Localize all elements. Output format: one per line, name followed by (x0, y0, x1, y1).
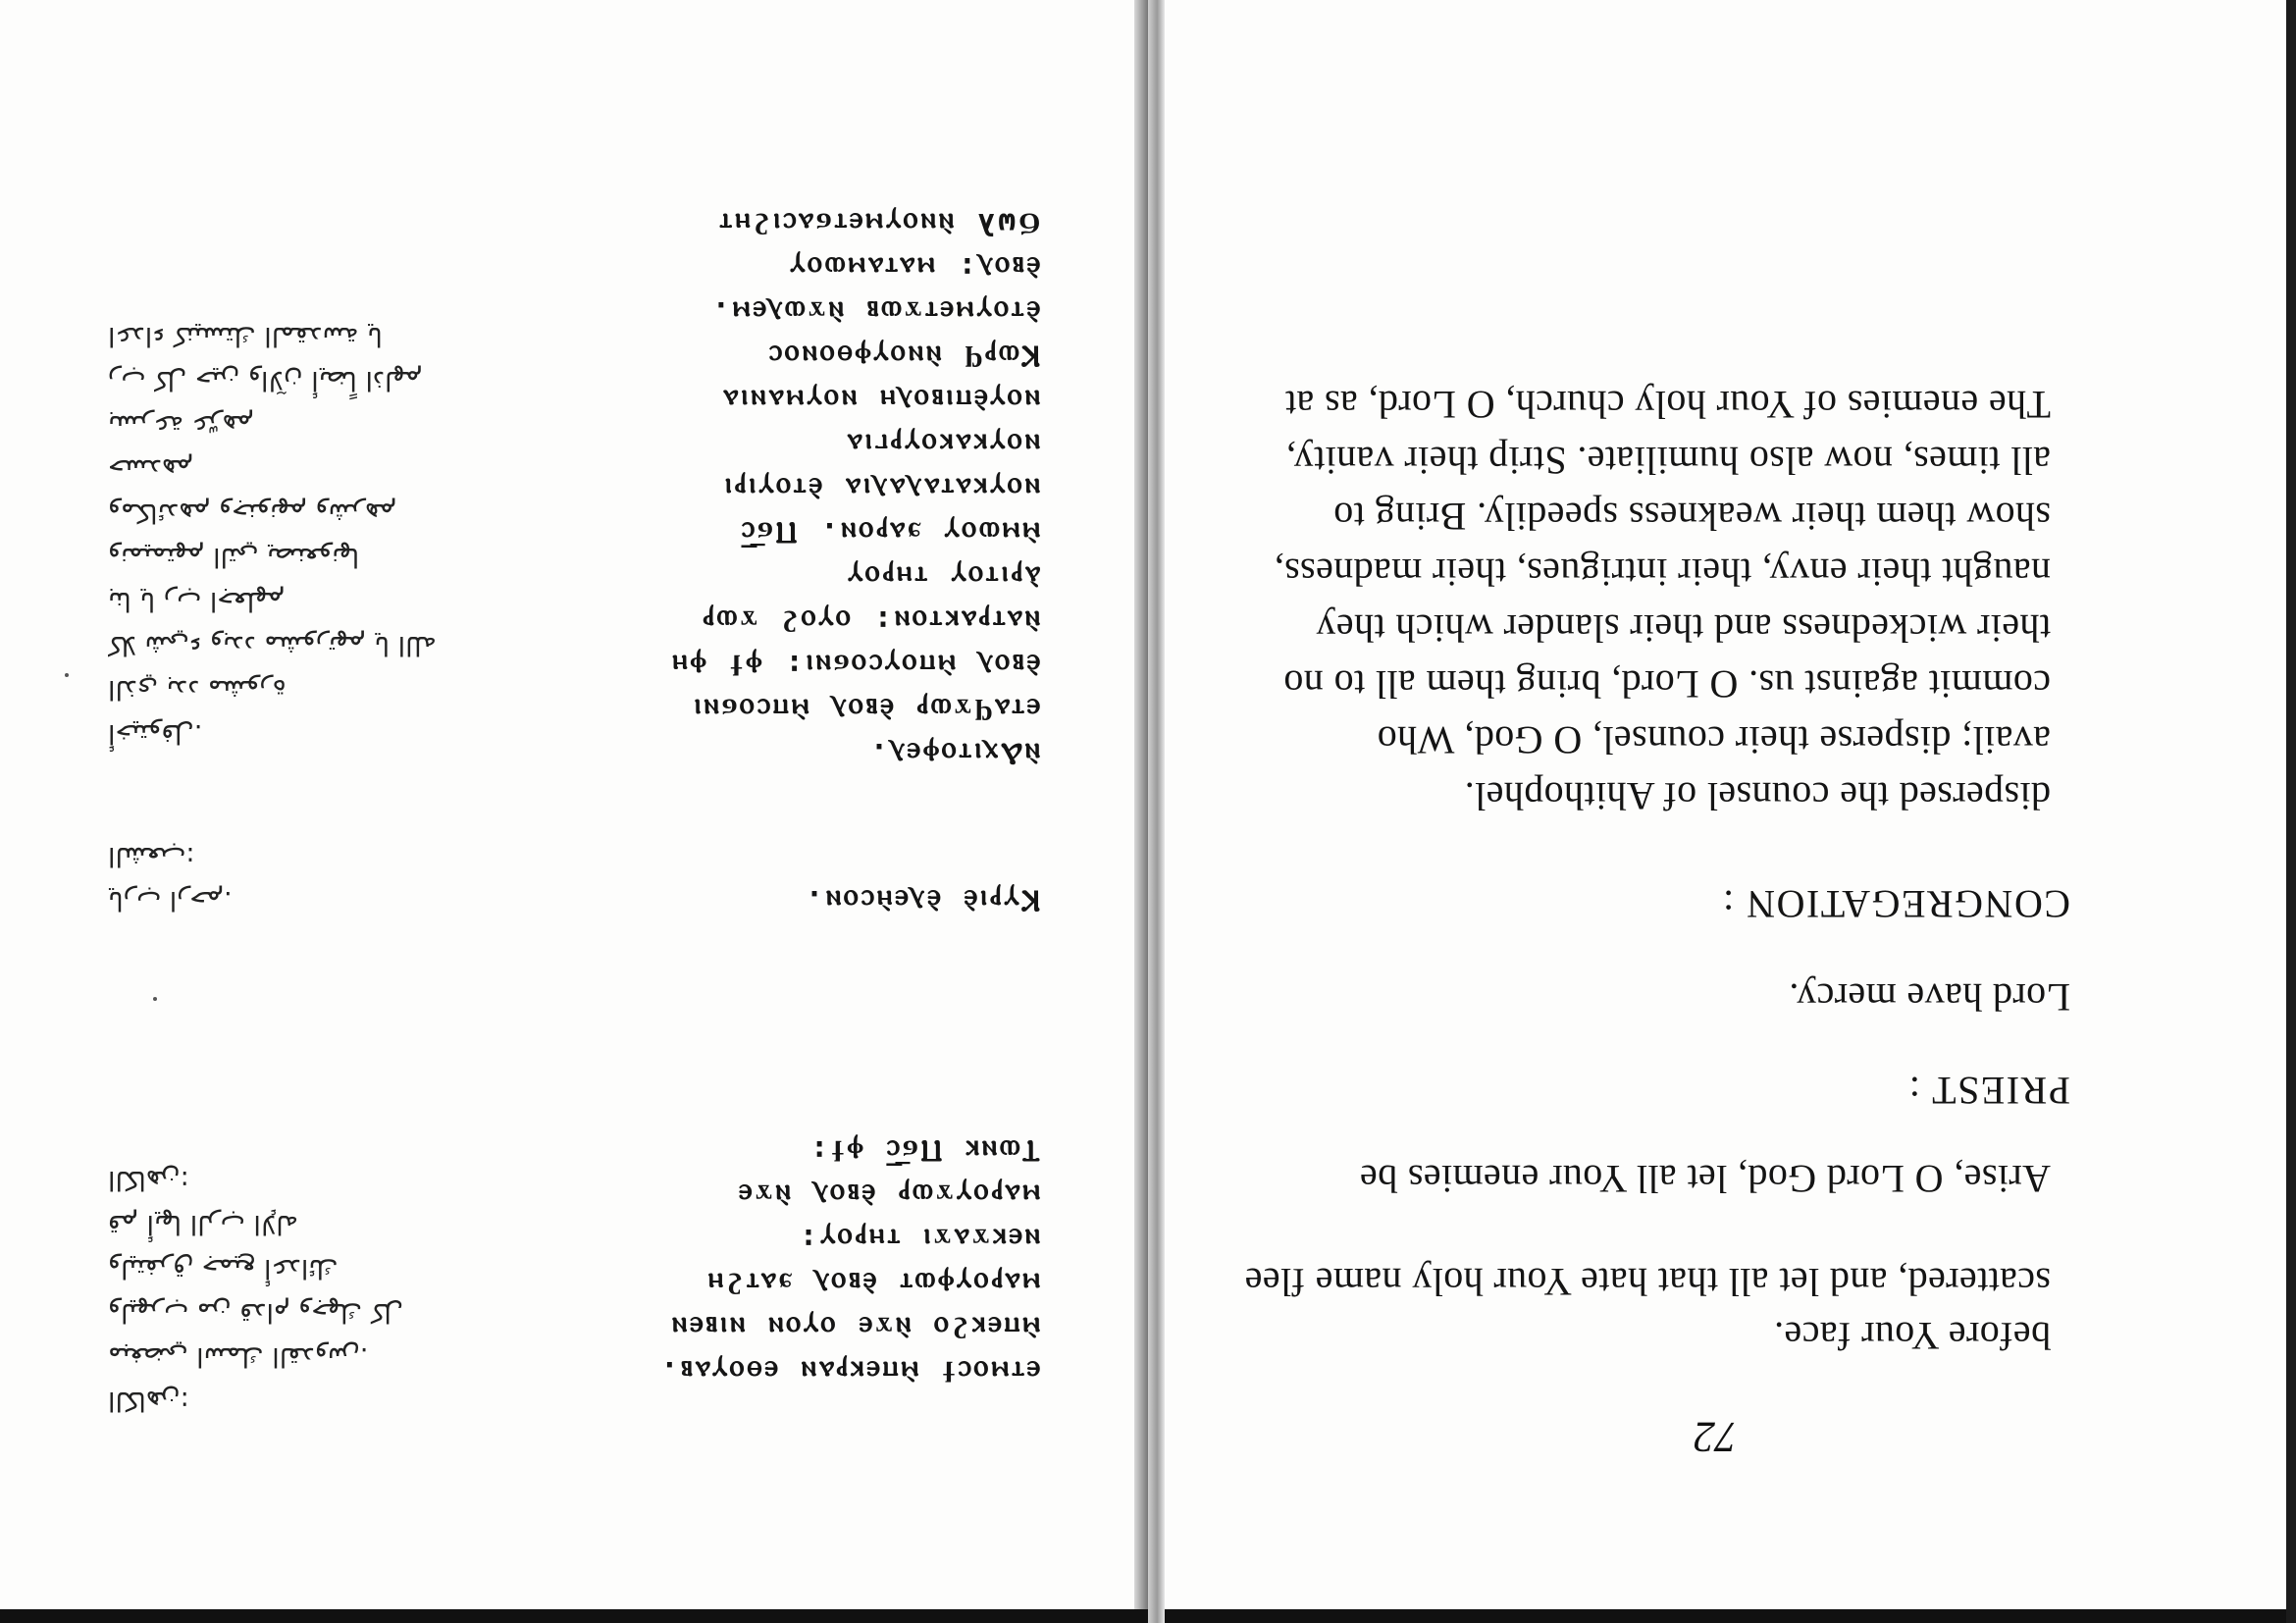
text-line: all times, now also humiliate. Strip their vanity, (1285, 439, 2051, 483)
arabic-response (108, 834, 383, 922)
coptic-line: ⲙⲁⲣⲟⲩⲫⲱⲧ ⲉ̀ⲃⲟⲗ ϧⲁⲧϩⲏ (704, 1266, 1040, 1300)
arabic-line: قم أيها الرب الإله (108, 1209, 298, 1239)
arabic-line: الذي بدد مشورة (108, 674, 287, 705)
text-line: The enemies of Your holy church, O Lord, as at (1284, 383, 2051, 427)
print-speck (65, 673, 69, 677)
text-line: dispersed the counsel of Ahithophel. (1464, 774, 2051, 818)
coptic-line: Ⲕⲩⲣⲓⲉ̀ ⲉ̀ⲗⲉⲏ̀ⲥⲟⲛ. (802, 883, 1040, 917)
arabic-line: كلا شيء وبدد مشورتهم يا الله (108, 630, 437, 660)
arabic-line: حسدهم (108, 453, 194, 484)
coptic-line: Ⲕⲱⲣϥ ⲛ̀ⲛⲟⲩⲫⲑⲟⲛⲟⲥ (766, 339, 1040, 373)
coptic-block-1 (669, 201, 1040, 775)
english-paragraph-2-first (1360, 1151, 2051, 1207)
coptic-line: ⲉⲧⲙⲟⲥϯ ⲙ̀ⲡⲉⲕⲣⲁⲛ ⲉⲑⲟⲩⲁⲃ. (657, 1354, 1040, 1388)
text-line: avail; disperse their counsel, O God, Who (1377, 718, 2051, 762)
coptic-line: ⲉ̀ⲧⲟⲩⲙⲉⲧϫⲱⲃ ⲛ̀ϫⲱⲗⲉⲙ. (708, 294, 1040, 329)
coptic-response (803, 878, 1040, 922)
english-paragraph-2-lines (1244, 1254, 2051, 1310)
english-page (1165, 0, 2286, 1623)
coptic-line: ⲁ̀ⲣⲓⲧⲟⲩ ⲧⲏⲣⲟⲩ (845, 559, 1040, 594)
text-line: Arise, O Lord God, let all Your enemies be (1359, 1157, 2051, 1201)
arabic-line: أخيتوفل. (108, 718, 203, 749)
page-number: 72 (1694, 1413, 1737, 1461)
arabic-line: وليهرب من قدام وجهك كل (108, 1297, 404, 1328)
coptic-line: ⲉ̀ⲃⲟⲗ: ⲙⲁⲧⲁⲙⲱⲟⲩ (787, 250, 1040, 285)
coptic-block-2 (657, 1128, 1040, 1393)
congregation-response: Lord have mercy. (1788, 975, 2070, 1020)
coptic-line: ⲛⲟⲩⲕⲁⲧⲁⲗⲁⲗⲓⲁ ⲉ̀ⲧⲟⲩⲓⲣⲓ (721, 471, 1040, 505)
coptic-line: ⲛⲉⲕϫⲁϫⲓ ⲧⲏⲣⲟⲩ: (796, 1222, 1040, 1256)
print-speck (153, 997, 157, 1001)
arabic-line: يارب ارحم. (108, 885, 233, 916)
arabic-block-2 (108, 1158, 404, 1423)
arabic-label: الشعب: (108, 841, 195, 871)
coptic-line: ⲛⲟⲩⲉ̀ⲡⲓⲃⲟⲗⲏ ⲛⲟⲩⲙⲁⲛⲓⲁ (720, 383, 1040, 417)
arabic-line: مبغضي اسمك القدوس. (108, 1341, 369, 1372)
book-gutter (1148, 0, 1165, 1623)
arabic-label: الكاهن: (108, 1165, 189, 1195)
english-paragraph-2 (1774, 1308, 2051, 1364)
text-line: before Your face. (1773, 1314, 2051, 1358)
text-line: their wickedness and their slander which they (1316, 606, 2051, 651)
arabic-line: اعداء كنيستك المقدسة يا (108, 321, 383, 351)
priest-label: PRIEST : (1907, 1069, 2070, 1113)
coptic-line: Ⲧⲱⲛⲕ Ⲡϭ̅ⲥ̅ ⲫϯ: (808, 1133, 1040, 1168)
coptic-line: ⲙ̀ⲙⲱⲟⲩ ϧⲁⲣⲟⲛ. Ⲡϭ̅ⲥ̅ (739, 515, 1040, 550)
arabic-line: ومكائدهم وجنونهم وشرهم (108, 497, 397, 528)
text-line: show them their weakness speedily. Bring to (1332, 495, 2051, 539)
arabic-line: الكاهن: (108, 1386, 189, 1416)
coptic-line: Ϭωλ ⲛ̀ⲛⲟⲩⲙⲉⲧϭⲁⲥⲓϩⲏⲧ (716, 206, 1040, 240)
arabic-line: وليتفرق جميع أعدائك (108, 1253, 339, 1283)
coptic-line: ⲉ̀ⲃⲟⲗ ⲙ̀ⲡⲟⲩⲥⲟϭⲛⲓ: ⲫϯ ⲫⲏ (669, 648, 1040, 682)
text-line: commit against us. O Lord, bring them all to no (1282, 662, 2051, 707)
coptic-line: ⲙ̀ⲡⲉⲕϩⲟ ⲛ̀ϫⲉ ⲟⲩⲟⲛ ⲛⲓⲃⲉⲛ (669, 1310, 1040, 1344)
text-line: scattered, and let all that hate Your holy name flee (1244, 1260, 2051, 1304)
coptic-line: ⲉⲧⲁϥϫⲱⲣ ⲉ̀ⲃⲟⲗ ⲙ̀ⲡⲥⲟϭⲛⲓ (691, 692, 1040, 726)
coptic-line: ⲛ̀ⲁⲧⲣⲁⲕⲧⲟⲛ: ⲟⲩⲟϩ ϫⲱⲣ (700, 603, 1040, 638)
arabic-line: بسرعة عرّهم (108, 409, 254, 440)
arabic-line: بنا يا رب اجعلهم (108, 586, 286, 616)
coptic-line: ⲛⲟⲩⲕⲁⲕⲟⲩⲣⲅⲓⲁ (844, 427, 1040, 461)
congregation-label: CONGREGATION : (1721, 882, 2070, 926)
arabic-block-1 (108, 314, 437, 756)
page-edge-shadow (1134, 0, 1148, 1609)
coptic-line: ⲙⲁⲣⲟⲩϫⲱⲣ ⲉ̀ⲃⲟⲗ ⲛ̀ϫⲉ (736, 1178, 1040, 1212)
text-line: naught their envy, their intrigues, their madness, (1274, 550, 2051, 595)
english-paragraph-1 (1274, 377, 2051, 824)
arabic-line: ونميمتهم التي يصنعونها (108, 542, 360, 572)
arabic-line: رب كل حين والآن أيضاً اذلهم (108, 365, 423, 395)
coptic-line: ⲛ̀Ⲁⲭⲓⲧⲟⲫⲉⲗ. (866, 736, 1040, 770)
